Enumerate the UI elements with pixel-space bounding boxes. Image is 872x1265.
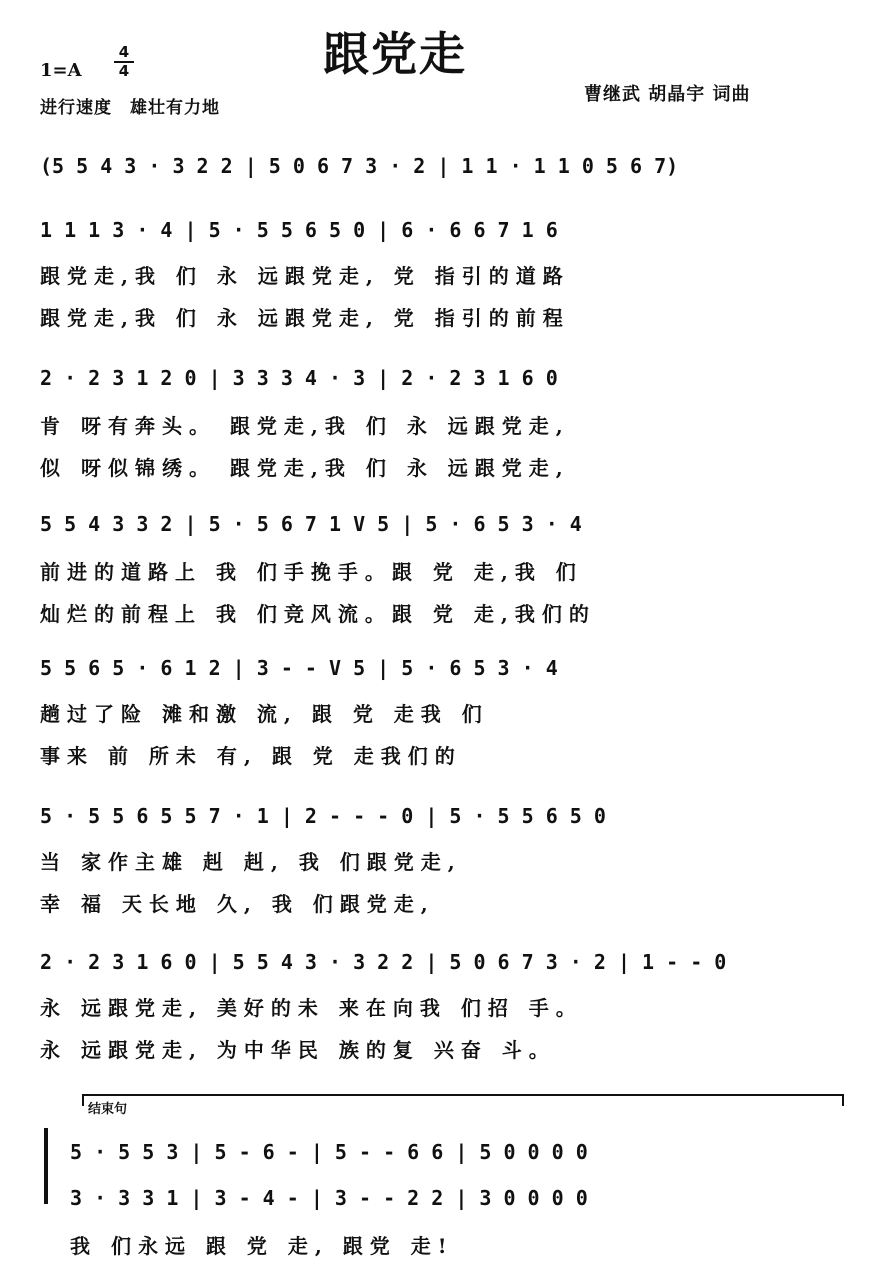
lyric-verse-2: 似 呀似锦绣。 跟党走,我 们 永 远跟党走, [40,456,570,480]
ending-label: 结束句 [88,1102,128,1117]
notation-row: 5 5 6 5 · 6 1 2 | 3 - - V 5 | 5 · 6 5 3 · 4 [40,656,558,680]
lyric-verse-2: 幸 福 天长地 久, 我 们跟党走, [40,892,435,916]
credit-line: 曹继武 胡晶宇 词曲 [584,84,751,105]
time-signature [112,44,136,80]
lyric-verse-2: 灿烂的前程上 我 们竞风流。跟 党 走,我们的 [40,602,596,626]
lyric-verse-1: 趟过了险 滩和激 流, 跟 党 走我 们 [40,702,489,726]
lyric-verse-2: 永 远跟党走, 为中华民 族的复 兴奋 斗。 [40,1038,556,1062]
tempo-marking: 进行速度 雄壮有力地 [40,98,220,118]
staff-bracket [44,1128,58,1204]
ending-upper-voice: 5 · 5 5 3 | 5 - 6 - | 5 - - 6 6 | 5 0 0 0 0 [70,1140,588,1164]
lyric-verse-1: 当 家作主雄 赳 赳, 我 们跟党走, [40,850,462,874]
lyric-verse-2: 跟党走,我 们 永 远跟党走, 党 指引的前程 [40,306,570,330]
time-signature-top: 4 [118,43,130,61]
lyric-verse-1: 肯 呀有奔头。 跟党走,我 们 永 远跟党走, [40,414,570,438]
notation-row: 1 1 1 3 · 4 | 5 · 5 5 6 5 0 | 6 · 6 6 7 1 6 [40,218,558,242]
notation-row: 2 · 2 3 1 2 0 | 3 3 3 4 · 3 | 2 · 2 3 1 6 0 [40,366,558,390]
notation-row: (5 5 4 3 · 3 2 2 | 5 0 6 7 3 · 2 | 1 1 · 1 1 0 5 6 7) [40,154,679,178]
notation-row: 5 · 5 5 6 5 5 7 · 1 | 2 - - - 0 | 5 · 5 5 6 5 0 [40,804,606,828]
key-signature: 1=A [40,60,82,81]
lyric-verse-2: 事来 前 所未 有, 跟 党 走我们的 [40,744,462,768]
notation-row: 5 5 4 3 3 2 | 5 · 5 6 7 1 V 5 | 5 · 6 5 3 · 4 [40,512,582,536]
lyric-verse-1: 跟党走,我 们 永 远跟党走, 党 指引的道路 [40,264,570,288]
notation-row: 2 · 2 3 1 6 0 | 5 5 4 3 · 3 2 2 | 5 0 6 7 3 · 2 | 1 - - 0 [40,950,727,974]
lyric-verse-1: 永 远跟党走, 美好的未 来在向我 们招 手。 [40,996,583,1020]
ending-lyrics: 我 们永远 跟 党 走, 跟党 走! [70,1234,454,1258]
song-title: 跟党走 [323,27,467,81]
ending-bracket [82,1094,844,1106]
time-signature-bottom: 4 [118,62,130,80]
lyric-verse-1: 前进的道路上 我 们手挽手。跟 党 走,我 们 [40,560,583,584]
ending-lower-voice: 3 · 3 3 1 | 3 - 4 - | 3 - - 2 2 | 3 0 0 0 0 [70,1186,588,1210]
